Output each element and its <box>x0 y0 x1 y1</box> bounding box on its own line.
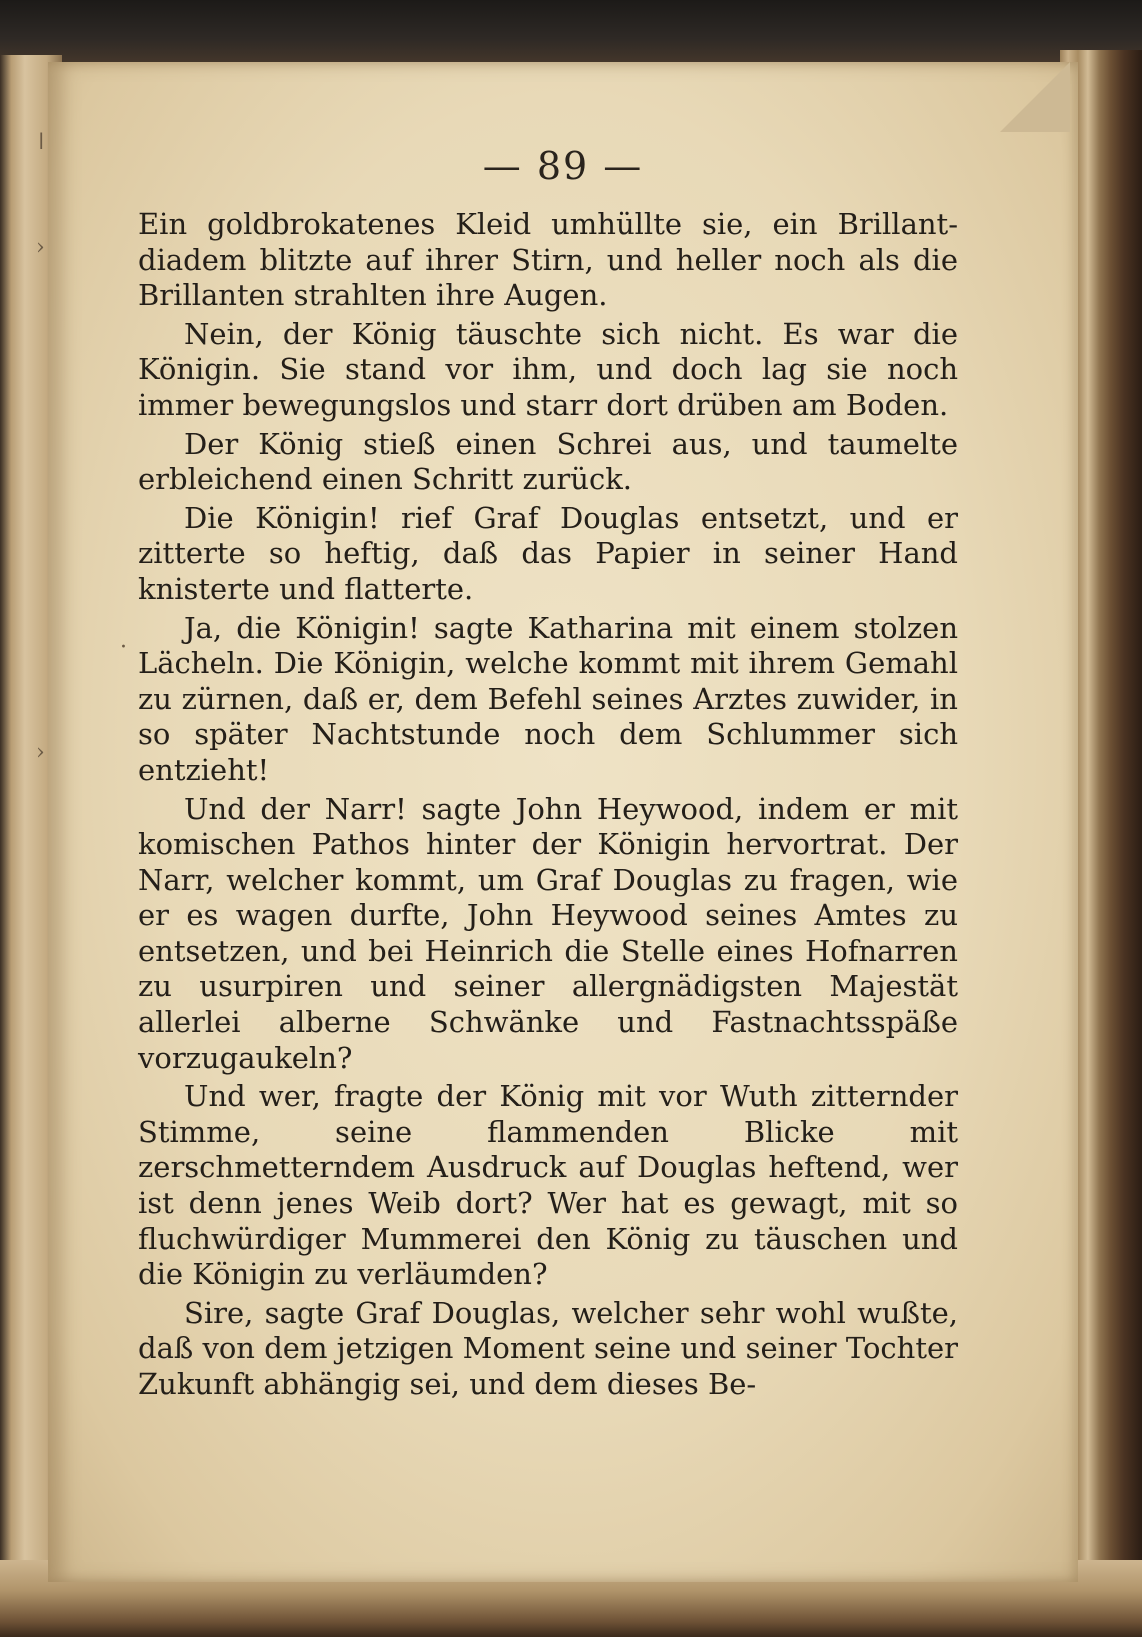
paragraph: Die Königin! rief Graf Douglas entsetzt, und er zitterte so heftig, daß das Papier in seiner Hand knisterte und flatterte. <box>138 500 958 606</box>
paragraph: Und der Narr! sagte John Heywood, indem er mit komischen Pathos hinter der Königin hervortrat. Der Narr, welcher kommt, um Graf Douglas zu fragen, wie er es wagen durfte, John Heywood seines Amtes zu entsetzen, und bei Heinrich die Stelle eines Hofnarren zu usurpiren und seiner allergnädigsten Majestät allerlei alberne Schwänke und Fastnachtsspäße vorzugaukeln? <box>138 791 958 1075</box>
page-number: — 89 — <box>482 144 644 188</box>
paragraph: Ja, die Königin! sagte Katharina mit einem stolzen Lächeln. Die Königin, welche kommt mit ihrem Gemahl zu zürnen, daß er, dem Befehl seines Arztes zuwider, in so später Nachtstunde noch dem Schlummer sich entzieht! <box>138 610 958 787</box>
paragraph: Ein goldbrokatenes Kleid umhüllte sie, ein Brillant-diadem blitzte auf ihrer Stirn, und heller noch als die Brillanten strahlten ihre Augen. <box>138 207 958 313</box>
margin-mark-icon: ǀ <box>38 130 45 155</box>
folded-corner <box>1000 62 1070 132</box>
paragraph: Nein, der König täuschte sich nicht. Es war die Königin. Sie stand vor ihm, und doch lag sie noch immer bewegungslos und starr dort drüben am Boden. <box>138 316 958 422</box>
book-page <box>36 62 1078 1582</box>
paragraph: Und wer, fragte der König mit vor Wuth zitternder Stimme, seine flammenden Blicke mit zerschmetterndem Ausdruck auf Douglas heftend, wer ist denn jenes Weib dort? Wer hat es gewagt, mit so fluchwürdiger Mummerei den König zu täuschen und die Königin zu verläumden? <box>138 1079 958 1292</box>
book-binding-top <box>0 0 1142 70</box>
margin-mark-icon: › <box>36 235 45 260</box>
paragraph: Sire, sagte Graf Douglas, welcher sehr wohl wußte, daß von dem jetzigen Moment seine und seiner Tochter Zukunft abhängig sei, und dem dieses Be- <box>138 1295 958 1401</box>
paragraph: Der König stieß einen Schrei aus, und taumelte erbleichend einen Schritt zurück. <box>138 426 958 497</box>
body-text <box>138 207 958 1406</box>
margin-dot-icon: · <box>120 635 127 660</box>
margin-mark-icon: › <box>36 740 45 765</box>
